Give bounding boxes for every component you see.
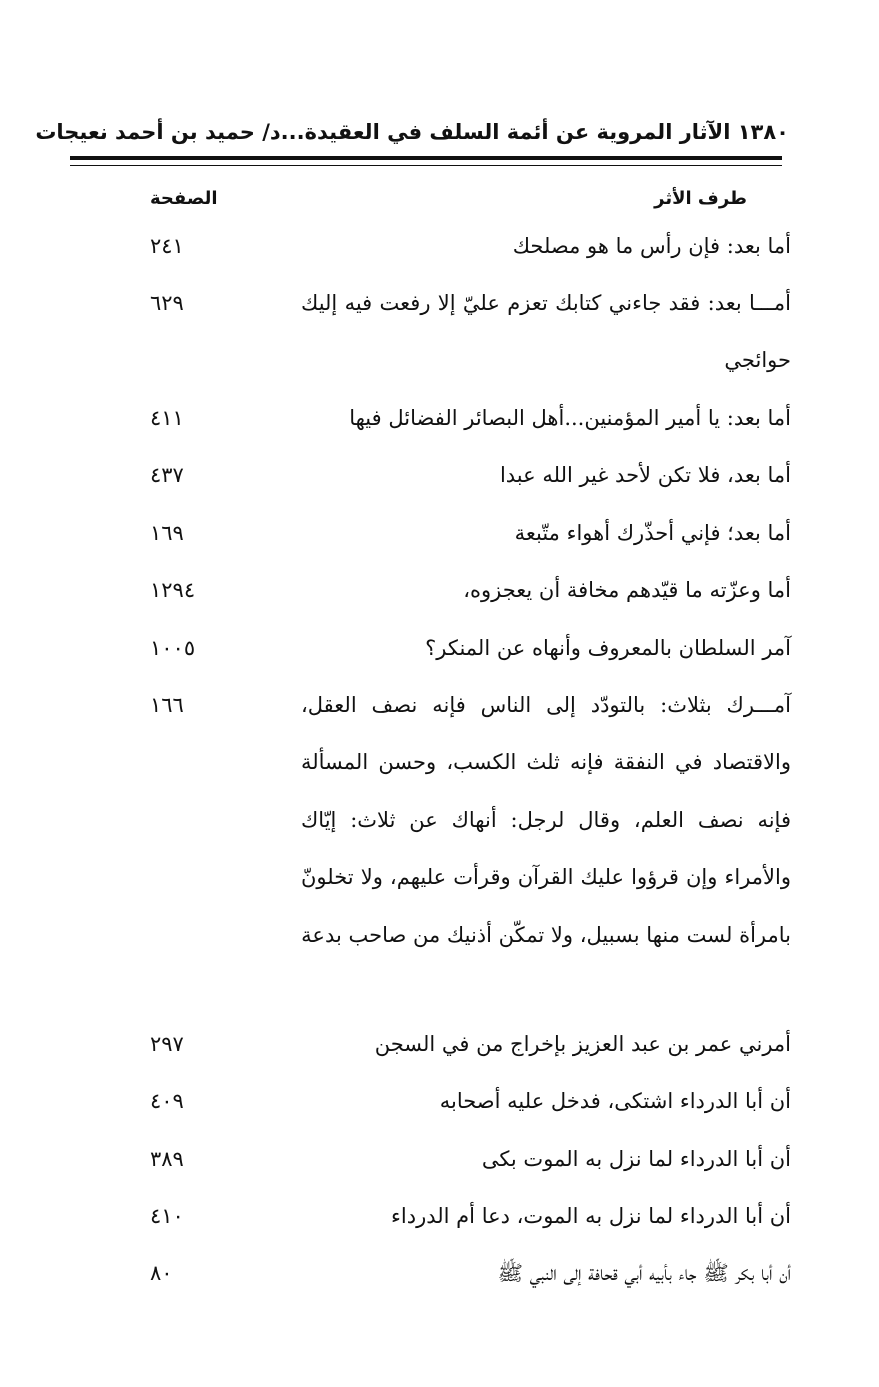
- entry-page-number: ٤٣٧: [150, 463, 184, 487]
- entry-page-number: ١٢٩٤: [150, 578, 196, 602]
- entry-text: أما بعد؛ فإني أحذّرك أهواء متّبعة: [514, 521, 791, 545]
- entry-page-number: ٣٨٩: [150, 1147, 184, 1171]
- entry-page-number: ١٠٠٥: [150, 636, 196, 660]
- entry-text: أن أبا بكر ﷺ جاء بأبيه أبي قحافة إلى النبي ﷺ: [497, 1261, 791, 1285]
- entry-text: أن أبا الدرداء لما نزل به الموت، دعا أم الدرداء: [391, 1204, 791, 1228]
- column-header-text: طرف الأثر: [654, 188, 747, 209]
- entry-text: آمر السلطان بالمعروف وأنهاه عن المنكر؟: [425, 636, 791, 660]
- entry-page-number: ٨٠: [150, 1261, 173, 1285]
- entry-text: أما بعد: فإن رأس ما هو مصلحك: [512, 234, 791, 258]
- column-header-page: الصفحة: [150, 188, 218, 209]
- entry-text: آمـــرك بثلاث: بالتودّد إلى الناس فإنه نصف العقل، والاقتصاد في النفقة فإنه ثلث الكسب، وحسن المسألة فإنه نصف العلم، وقال لرجل: أنهاك عن ثلاث: إيّاك والأمراء وإن قرؤوا عليك القرآن وقرأت عليهم، ولا تخلونّ بامرأة لست منها بسبيل، ولا تمكّن أذنيك من صاحب بدعة: [301, 693, 791, 947]
- entry-page-number: ١٦٩: [150, 521, 184, 545]
- entry-text: أن أبا الدرداء لما نزل به الموت بكى: [481, 1147, 791, 1171]
- entry-text: أما بعد، فلا تكن لأحد غير الله عبدا: [499, 463, 791, 487]
- running-header: ١٣٨٠ الآثار المروية عن أئمة السلف في العقيدة...د/ حميد بن أحمد نعيجات: [35, 120, 789, 144]
- entry-text: أن أبا الدرداء اشتكى، فدخل عليه أصحابه: [439, 1089, 791, 1113]
- entry-text: أمرني عمر بن عبد العزيز بإخراج من في السجن: [374, 1032, 791, 1056]
- entry-page-number: ٢٤١: [150, 234, 184, 258]
- entry-text: أما بعد: يا أمير المؤمنين...أهل البصائر الفضائل فيها: [349, 406, 791, 430]
- entry-page-number: ١٦٦: [150, 693, 184, 717]
- entry-page-number: ٦٢٩: [150, 291, 184, 315]
- entry-text: أما وعزّته ما قيّدهم مخافة أن يعجزوه،: [463, 578, 791, 602]
- entry-text: أمـــا بعد: فقد جاءني كتابك تعزم عليّ إلا رفعت فيه إليك حوائجي: [301, 291, 791, 373]
- entry-page-number: ٤٠٩: [150, 1089, 184, 1113]
- entry-page-number: ٢٩٧: [150, 1032, 184, 1056]
- entry-page-number: ٤١١: [150, 406, 184, 430]
- entry-page-number: ٤١٠: [150, 1204, 184, 1228]
